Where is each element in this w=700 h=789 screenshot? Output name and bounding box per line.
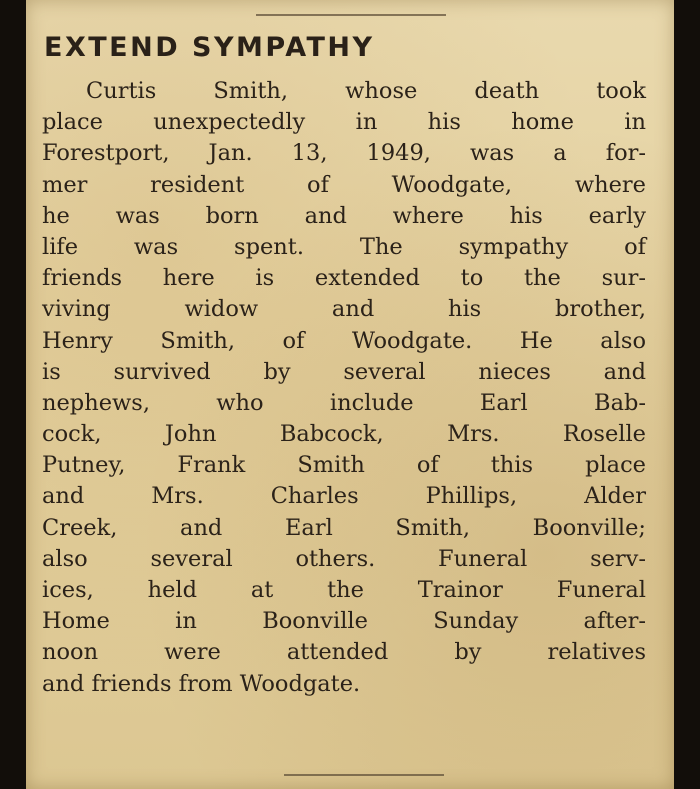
newspaper-clipping <box>26 0 674 789</box>
article-body <box>42 76 646 700</box>
article-line: is survived by several nieces and <box>42 358 646 385</box>
article-line: mer resident of Woodgate, where <box>42 171 646 198</box>
article-line: Putney, Frank Smith of this place <box>42 452 646 479</box>
article-line: cock, John Babcock, Mrs. Roselle <box>42 421 646 448</box>
article-line: Henry Smith, of Woodgate. He also <box>42 327 646 354</box>
article-line: noon were attended by relatives <box>42 639 646 666</box>
article-line: and Mrs. Charles Phillips, Alder <box>42 483 646 510</box>
article-line: Curtis Smith, whose death took <box>86 78 646 104</box>
article-line: he was born and where his early <box>42 202 646 229</box>
article-line: and friends from Woodgate. <box>42 670 361 697</box>
top-rule <box>256 14 446 16</box>
article-line: life was spent. The sympathy of <box>42 233 646 260</box>
article-line: place unexpectedly in his home in <box>42 109 646 136</box>
headline: EXTEND SYMPATHY <box>44 32 375 63</box>
article-line: Creek, and Earl Smith, Boonville; <box>42 514 646 541</box>
article-line: Home in Boonville Sunday after- <box>42 608 646 635</box>
article-line: Forestport, Jan. 13, 1949, was a for- <box>42 140 646 167</box>
article-line: also several others. Funeral serv- <box>42 545 646 572</box>
article-line: nephews, who include Earl Bab- <box>42 389 646 416</box>
article-line: viving widow and his brother, <box>42 296 646 323</box>
bottom-rule <box>284 774 444 776</box>
article-line: friends here is extended to the sur- <box>42 265 646 292</box>
article-line: ices, held at the Trainor Funeral <box>42 577 646 603</box>
